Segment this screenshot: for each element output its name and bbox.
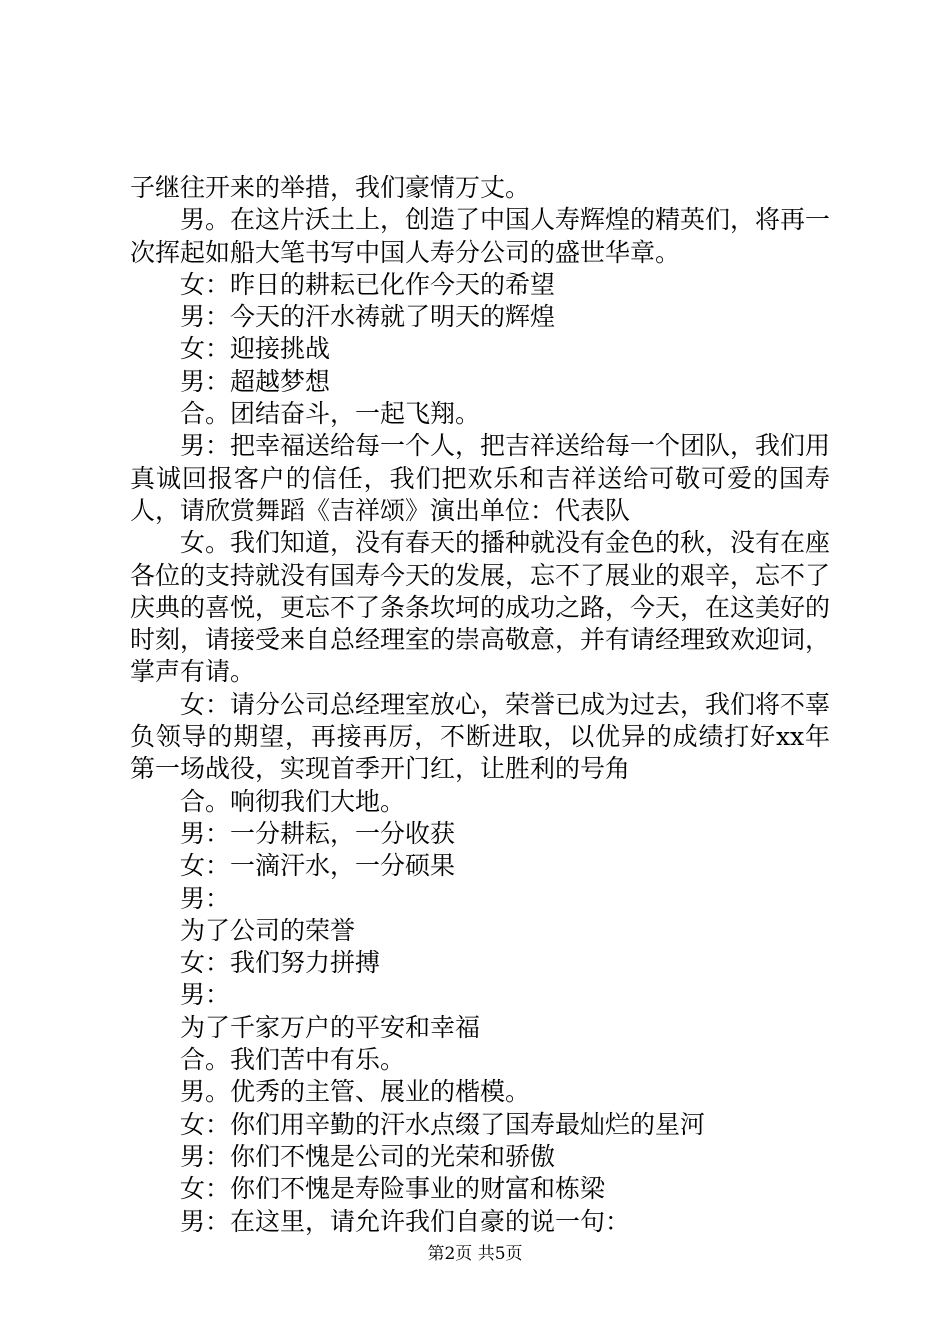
document-body	[130, 172, 830, 1238]
paragraph: 女：你们不愧是寿险事业的财富和栋梁	[180, 1174, 606, 1204]
paragraph: 女：我们努力拼搏	[180, 948, 381, 978]
paragraph: 女：迎接挑战	[180, 334, 331, 364]
paragraph: 子继往开来的举措，我们豪情万丈。	[130, 173, 531, 202]
paragraph: 男：	[180, 883, 231, 913]
paragraph: 合。响彻我们大地。	[180, 786, 406, 816]
paragraph: 女：一滴汗水，一分硕果	[180, 851, 456, 881]
paragraph: 女：昨日的耕耘已化作今天的希望	[180, 269, 556, 299]
paragraph: 男：超越梦想	[180, 366, 331, 396]
paragraph: 男：	[180, 980, 231, 1010]
paragraph: 男：把幸福送给每一个人，把吉祥送给每一个团队，我们用真诚回报客户的信任，我们把欢乐和吉祥送给可敬可爱的国寿人，请欣赏舞蹈《吉祥颂》演出单位：代表队	[130, 431, 831, 525]
page-footer	[0, 1243, 950, 1265]
paragraph: 男。优秀的主管、展业的楷模。	[180, 1077, 531, 1107]
paragraph: 合。团结奋斗，一起飞翔。	[180, 399, 481, 429]
paragraph: 女。我们知道，没有春天的播种就没有金色的秋，没有在座各位的支持就没有国寿今天的发展，忘不了展业的艰辛，忘不了庆典的喜悦，更忘不了条条坎坷的成功之路，今天，在这美好的时刻，请接受来自总经理室的崇高敬意，并有请经理致欢迎词，掌声有请。	[130, 528, 831, 687]
paragraph: 为了千家万户的平安和幸福	[180, 1012, 481, 1042]
paragraph: 男：一分耕耘，一分收获	[180, 818, 456, 848]
paragraph: 男：你们不愧是公司的光荣和骄傲	[180, 1141, 556, 1171]
paragraph: 女：请分公司总经理室放心，荣誉已成为过去，我们将不辜负领导的期望，再接再厉，不断进取，以优异的成绩打好xx年第一场战役，实现首季开门红，让胜利的号角	[130, 689, 831, 784]
paragraph: 男。在这片沃土上，创造了中国人寿辉煌的精英们，将再一次挥起如船大笔书写中国人寿分公司的盛世华章。	[130, 205, 831, 267]
paragraph: 女：你们用辛勤的汗水点缀了国寿最灿烂的星河	[180, 1109, 706, 1139]
paragraph: 为了公司的荣誉	[180, 915, 356, 945]
paragraph: 合。我们苦中有乐。	[180, 1045, 406, 1075]
page-number: 第2页 共5页	[427, 1244, 523, 1264]
paragraph: 男：今天的汗水祷就了明天的辉煌	[180, 302, 556, 332]
paragraph: 男：在这里，请允许我们自豪的说一句：	[180, 1206, 631, 1236]
